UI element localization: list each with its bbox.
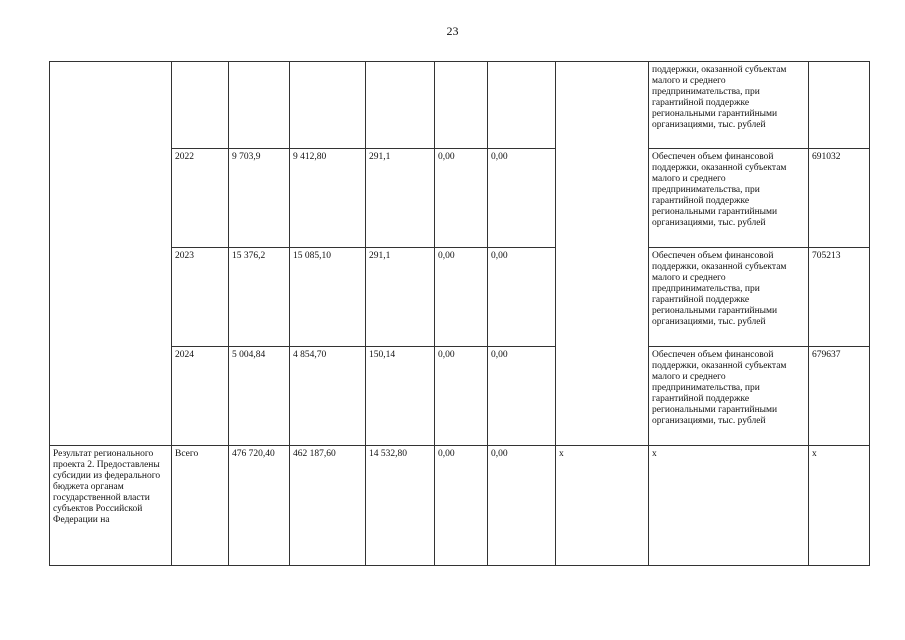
total-cell <box>229 62 290 149</box>
federal-cell: 462 187,60 <box>290 446 366 566</box>
table-row <box>50 347 870 446</box>
local-cell: 0,00 <box>435 248 488 347</box>
federal-cell: 4 854,70 <box>290 347 366 446</box>
local-cell <box>435 62 488 149</box>
total-cell: 15 376,2 <box>229 248 290 347</box>
local-cell: 0,00 <box>435 149 488 248</box>
federal-cell <box>290 62 366 149</box>
regional-cell: 291,1 <box>366 149 435 248</box>
indicator-cell: поддержки, оказанной субъектам малого и среднего предпринимательства, при гарантийной поддержке региональными гарантийными организациями, тыс. рублей <box>649 62 809 149</box>
project-name-cell <box>50 62 172 446</box>
value-cell: 679637 <box>809 347 870 446</box>
value-cell: x <box>809 446 870 566</box>
indicator-cell: Обеспечен объем финансовой поддержки, оказанной субъектам малого и среднего предпринимательства, при гарантийной поддержке региональными гарантийными организациями, тыс. рублей <box>649 248 809 347</box>
indicator-cell: x <box>649 446 809 566</box>
budget-table <box>49 61 870 566</box>
value-cell: 705213 <box>809 248 870 347</box>
total-cell: 476 720,40 <box>229 446 290 566</box>
total-cell: 5 004,84 <box>229 347 290 446</box>
regional-cell: 150,14 <box>366 347 435 446</box>
x-cell: x <box>556 446 649 566</box>
value-cell <box>809 62 870 149</box>
indicator-cell: Обеспечен объем финансовой поддержки, оказанной субъектам малого и среднего предпринимательства, при гарантийной поддержке региональными гарантийными организациями, тыс. рублей <box>649 347 809 446</box>
value-cell: 691032 <box>809 149 870 248</box>
local-cell: 0,00 <box>435 446 488 566</box>
table-row <box>50 62 870 149</box>
result-name-cell: Результат регионального проекта 2. Предоставлены субсидии из федерального бюджета органам государственной власти субъектов Российской Федерации на <box>50 446 172 566</box>
other-cell: 0,00 <box>488 248 556 347</box>
table-row <box>50 149 870 248</box>
total-cell: 9 703,9 <box>229 149 290 248</box>
year-cell: Всего <box>172 446 229 566</box>
other-cell: 0,00 <box>488 446 556 566</box>
other-cell <box>488 62 556 149</box>
regional-cell: 291,1 <box>366 248 435 347</box>
federal-cell: 15 085,10 <box>290 248 366 347</box>
year-cell: 2023 <box>172 248 229 347</box>
year-cell: 2024 <box>172 347 229 446</box>
federal-cell: 9 412,80 <box>290 149 366 248</box>
result-row <box>50 446 870 566</box>
indicator-cell: Обеспечен объем финансовой поддержки, оказанной субъектам малого и среднего предпринимательства, при гарантийной поддержке региональными гарантийными организациями, тыс. рублей <box>649 149 809 248</box>
regional-cell: 14 532,80 <box>366 446 435 566</box>
other-cell: 0,00 <box>488 347 556 446</box>
empty-cell <box>556 62 649 446</box>
table-row <box>50 248 870 347</box>
year-cell: 2022 <box>172 149 229 248</box>
regional-cell <box>366 62 435 149</box>
other-cell: 0,00 <box>488 149 556 248</box>
page-number: 23 <box>446 24 459 38</box>
local-cell: 0,00 <box>435 347 488 446</box>
year-cell <box>172 62 229 149</box>
